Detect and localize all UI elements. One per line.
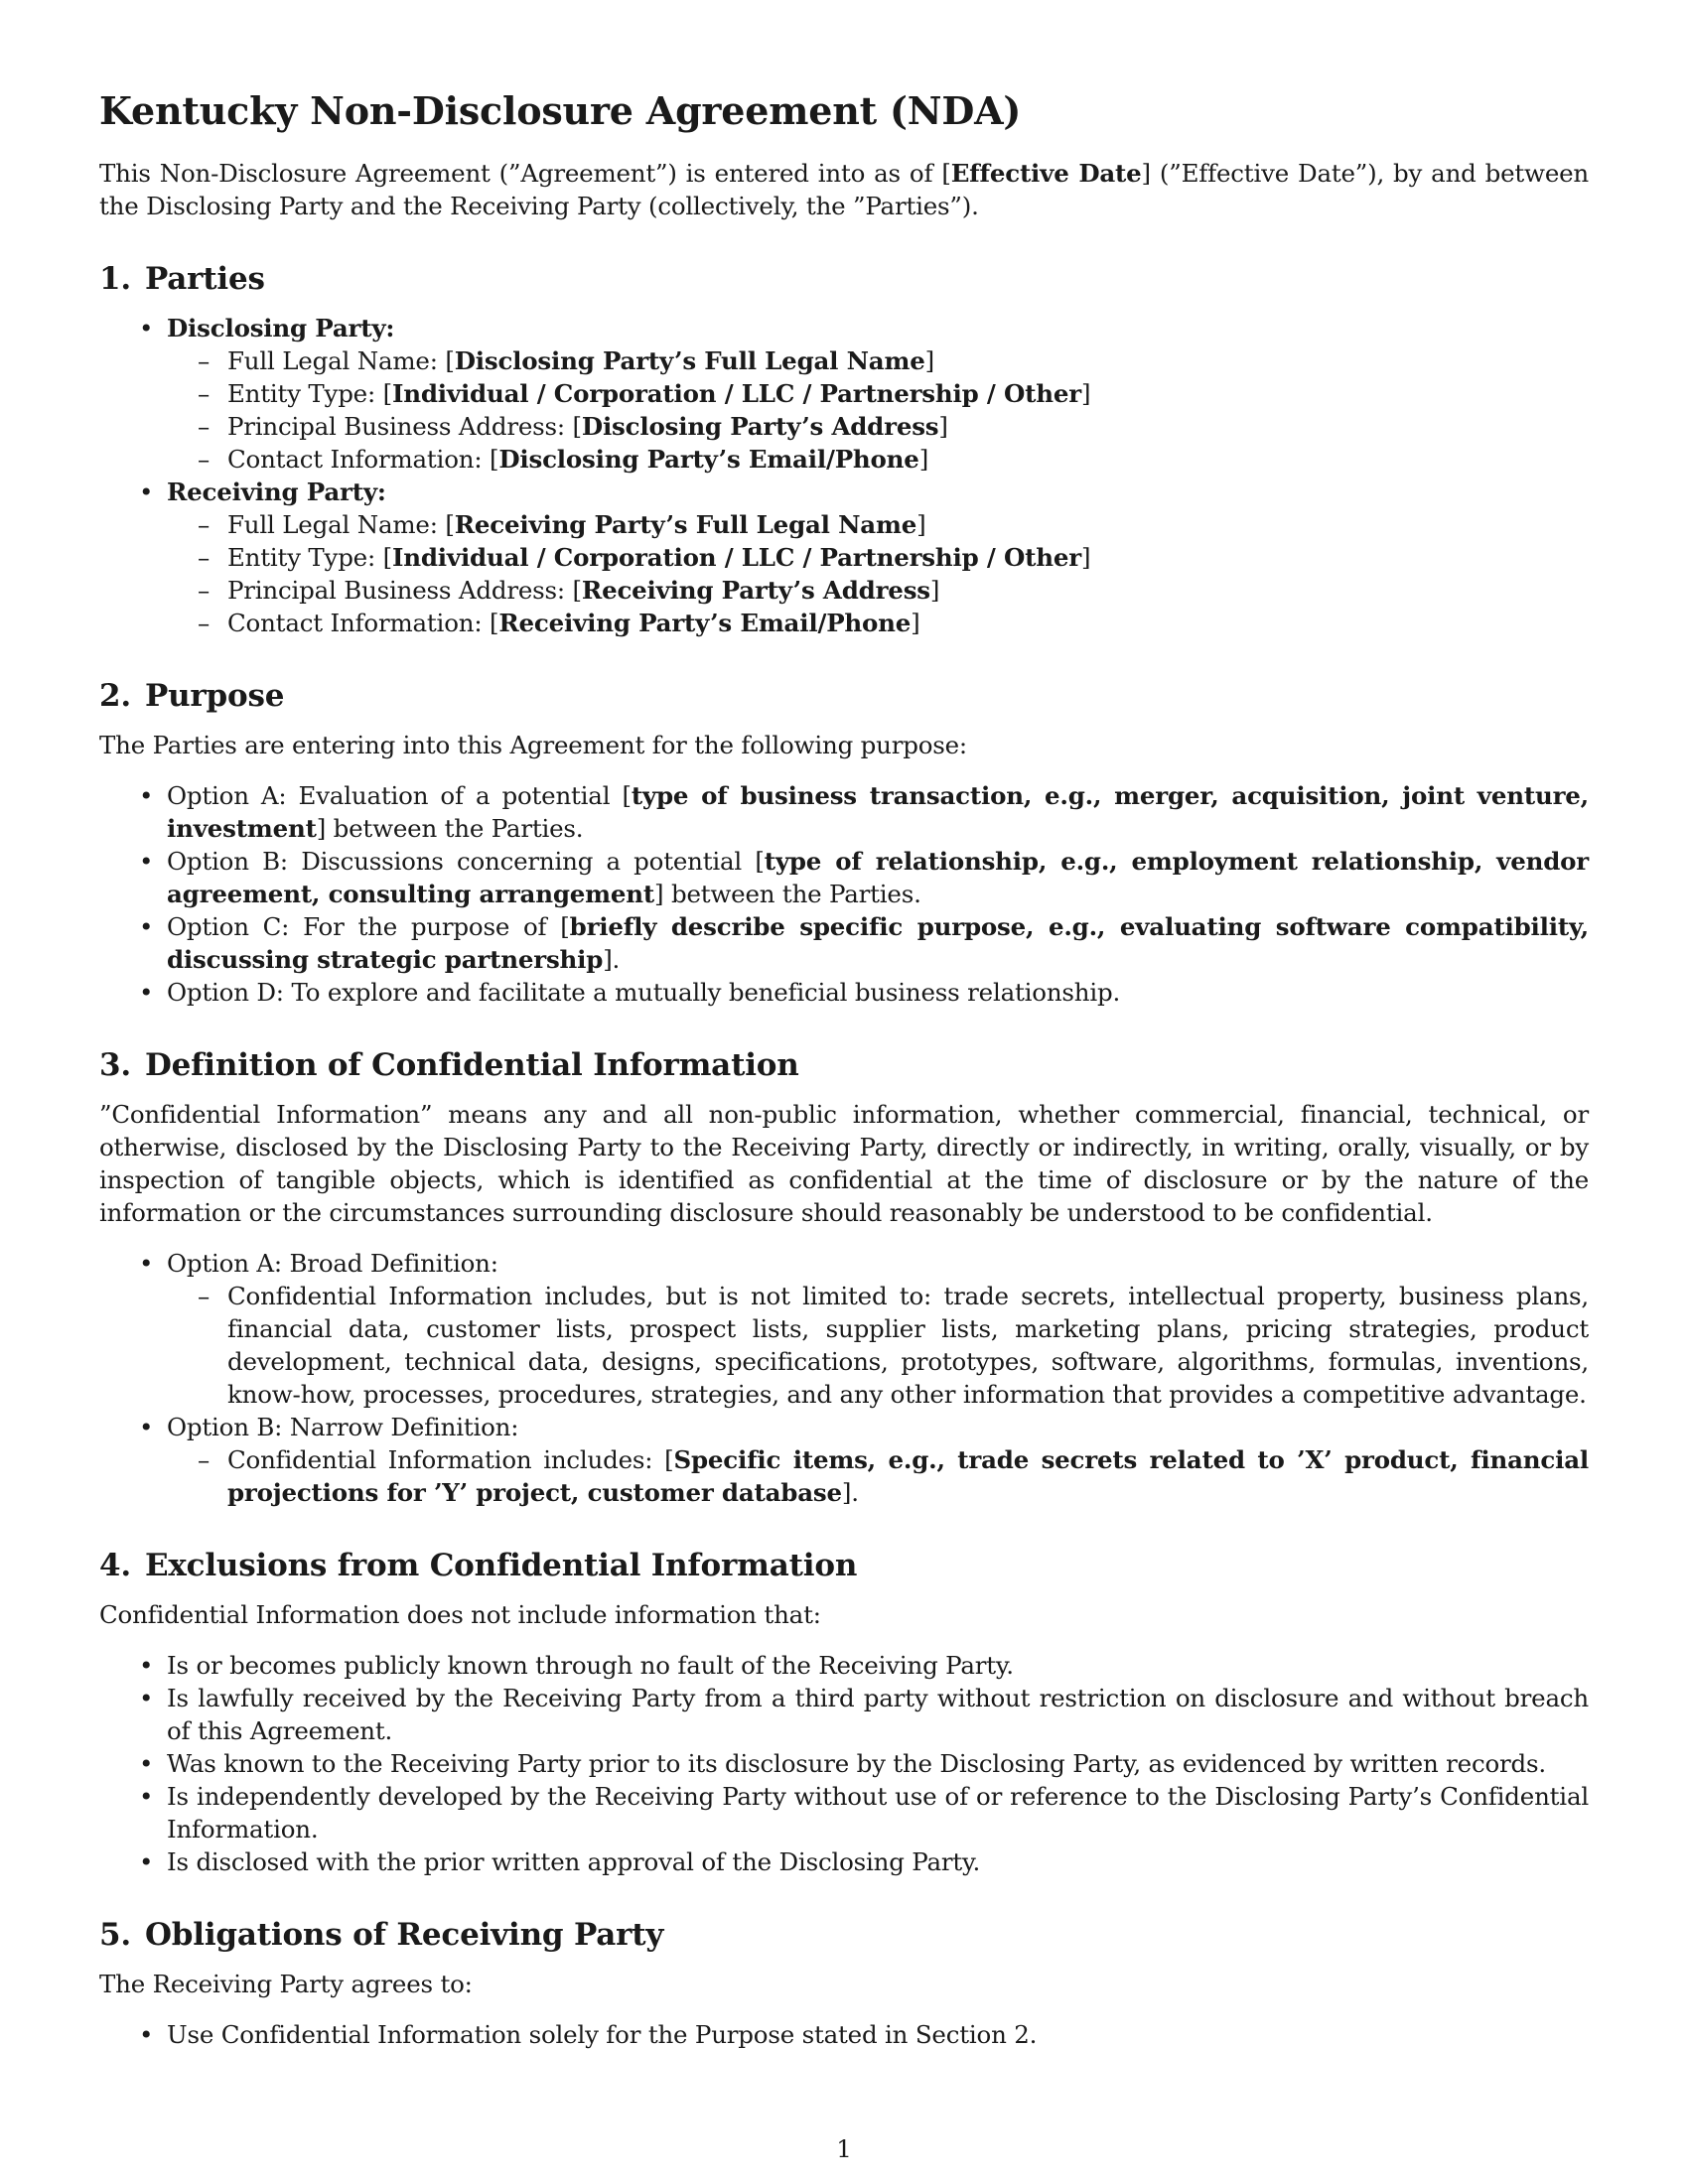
list-item: – Entity Type: [Individual / Corporation / LLC / Partnership / Other] (227, 377, 1589, 410)
exclusions-list (99, 1649, 1589, 1878)
list-item: – Principal Business Address: [Disclosing Party’s Address] (227, 410, 1589, 443)
definition-paragraph: ”Confidential Information” means any and all non-public information, whether commercial, financial, technical, or otherwise, disclosed by the Disclosing Party to the Receiving Party, directly or indirectly, in writing, orally, visually, or by inspection of tangible objects, which is identified as confidential at the time of disclosure or by the nature of the information or the circumstances surrounding disclosure should reasonably be understood to be confidential. (99, 1100, 1589, 1227)
parties-list (99, 312, 1589, 639)
list-item: – Entity Type: [Individual / Corporation / LLC / Partnership / Other] (227, 541, 1589, 574)
definition-options-list (99, 1247, 1589, 1509)
list-item: • Is lawfully received by the Receiving Party from a third party without restriction on disclosure and without breach of this Agreement. (167, 1682, 1589, 1747)
list-item: – Principal Business Address: [Receiving Party’s Address] (227, 574, 1589, 607)
obligations-list (99, 2018, 1589, 2051)
purpose-lead: The Parties are entering into this Agreement for the following purpose: (99, 731, 967, 759)
list-item: • Option B: Narrow Definition: – Confidential Information includes: [Specific items, e.g., trade secrets related to ’X’ product, financial projections for ’Y’ project, customer database]. (167, 1411, 1589, 1509)
list-item: • Is or becomes publicly known through no fault of the Receiving Party. (167, 1649, 1589, 1682)
list-item: • Option C: For the purpose of [briefly describe specific purpose, e.g., evaluating software compatibility, discussing strategic partnership]. (167, 910, 1589, 976)
list-item: • Was known to the Receiving Party prior to its disclosure by the Disclosing Party, as evidenced by written records. (167, 1747, 1589, 1780)
list-item: – Contact Information: [Disclosing Party’s Email/Phone] (227, 443, 1589, 476)
list-item: – Contact Information: [Receiving Party’s Email/Phone] (227, 607, 1589, 639)
list-item: – Confidential Information includes, but is not limited to: trade secrets, intellectual property, business plans, financial data, customer lists, prospect lists, supplier lists, marketing plans, pricing strategies, product development, technical data, designs, specifications, prototypes, software, algorithms, formulas, inventions, know-how, processes, procedures, strategies, and any other information that provides a competitive advantage. (227, 1280, 1589, 1411)
list-item: • Option B: Discussions concerning a potential [type of relationship, e.g., employment relationship, vendor agreement, consulting arrangement] between the Parties. (167, 845, 1589, 910)
exclusions-lead: Confidential Information does not include information that: (99, 1600, 821, 1629)
list-item: • Disclosing Party: – Full Legal Name: [Disclosing Party’s Full Legal Name] – Entity Type: [Individual / Corporation / LLC / Partnership / Other] – Principal Business Address: [Disclosing Party’s Address] – Contact Information: [Disclosing Party’s Email/Phone] (167, 312, 1589, 476)
section-heading-purpose: 2. Purpose (99, 678, 285, 714)
list-item: • Option A: Broad Definition: – Confidential Information includes, but is not limited to: trade secrets, intellectual property, business plans, financial data, customer lists, prospect lists, supplier lists, marketing plans, pricing strategies, product development, technical data, designs, specifications, prototypes, software, algorithms, formulas, inventions, know-how, processes, procedures, strategies, and any other information that provides a competitive advantage. (167, 1247, 1589, 1411)
list-item: – Full Legal Name: [Receiving Party’s Full Legal Name] (227, 508, 1589, 541)
section-heading-exclusions: 4. Exclusions from Confidential Information (99, 1548, 858, 1583)
purpose-options-list (99, 779, 1589, 1009)
effective-date-placeholder: Effective Date (950, 159, 1142, 188)
document-page (99, 89, 1589, 2069)
intro-paragraph: This Non-Disclosure Agreement (”Agreement”) is entered into as of [Effective Date] (”Effective Date”), by and between the Disclosing Party and the Receiving Party (collectively, the ”Parties”). (99, 159, 1589, 220)
list-item: • Receiving Party: – Full Legal Name: [Receiving Party’s Full Legal Name] – Entity Type: [Individual / Corporation / LLC / Partnership / Other] – Principal Business Address: [Receiving Party’s Address] – Contact Information: [Receiving Party’s Email/Phone] (167, 476, 1589, 639)
list-item: • Use Confidential Information solely for the Purpose stated in Section 2. (167, 2018, 1589, 2051)
section-heading-obligations: 5. Obligations of Receiving Party (99, 1917, 664, 1953)
list-item: – Full Legal Name: [Disclosing Party’s Full Legal Name] (227, 344, 1589, 377)
list-item: – Confidential Information includes: [Specific items, e.g., trade secrets related to ’X’ product, financial projections for ’Y’ project, customer database]. (227, 1443, 1589, 1509)
list-item: • Is disclosed with the prior written approval of the Disclosing Party. (167, 1845, 1589, 1878)
list-item: • Option D: To explore and facilitate a mutually beneficial business relationship. (167, 976, 1589, 1009)
page-number: 1 (836, 2134, 852, 2163)
obligations-lead: The Receiving Party agrees to: (99, 1970, 473, 1998)
section-heading-definition: 3. Definition of Confidential Information (99, 1047, 799, 1083)
document-title: Kentucky Non-Disclosure Agreement (NDA) (99, 88, 1022, 133)
list-item: • Is independently developed by the Receiving Party without use of or reference to the Disclosing Party’s Confidential Information. (167, 1780, 1589, 1845)
section-heading-parties: 1. Parties (99, 261, 265, 297)
list-item: • Option A: Evaluation of a potential [type of business transaction, e.g., merger, acquisition, joint venture, investment] between the Parties. (167, 779, 1589, 845)
